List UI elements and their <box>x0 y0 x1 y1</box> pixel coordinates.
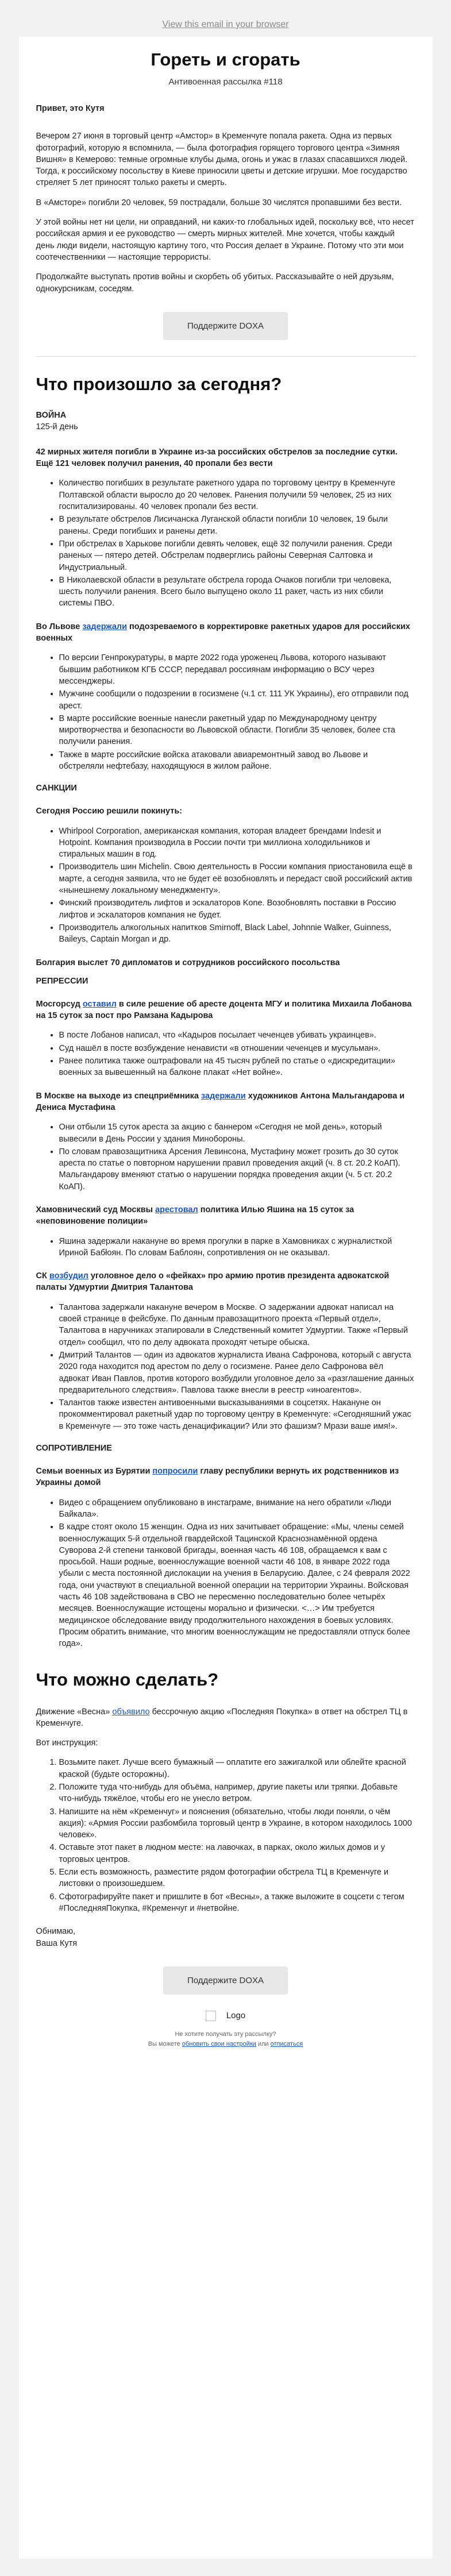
lviv-lead: Во Львове задержали подозреваемого в корректировке ракетных ударов для российских военных <box>36 622 410 643</box>
khamov-link[interactable]: арестовал <box>155 1205 198 1214</box>
list-item: • В Николаевской области в результате обстрела города Очаков погибли три человека, шесть получили ранения. Всего было выпущено около 11 ракет, часть из них сбили системы ПВО. <box>59 574 415 610</box>
steps-list <box>36 1757 415 1914</box>
list-item: • Мужчине сообщили о подозрении в госизмене (ч.1 ст. 111 УК Украины), его отправили под арест. <box>59 688 415 712</box>
footer <box>36 2011 415 2049</box>
support-button[interactable]: Поддержите DOXA <box>163 312 288 340</box>
lviv-link[interactable]: задержали <box>82 622 128 631</box>
list-item: • Производитель шин Michelin. Свою деятельность в России компания приостановила ещё в марте, а сегодня заявила, что не будет её возобновлять и передаст свой российский актив «нынешнему локальному менеджменту». <box>59 861 415 896</box>
list-item: 5. Если есть возможность, разместите рядом фотографии обстрела ТЦ в Кременчуге и листовки о произошедшем. <box>59 1867 415 1890</box>
logo-alt-text: Logo <box>226 2011 246 2021</box>
email-title: Гореть и сгорать <box>151 49 300 70</box>
manage-subscription: Вы можете обновить свои настройки или отписаться <box>148 2041 303 2048</box>
sk-link[interactable]: возбудил <box>49 1271 88 1281</box>
sanctions-list <box>36 826 415 946</box>
war-lead: 42 мирных жителя погибли в Украине из-за российских обстрелов за последние сутки. Ещё 121 человек получил ранения, 40 пропали без вести <box>36 447 398 469</box>
list-item: • Также в марте российские войска атаковали авиаремонтный завод во Львове и обстреляли нефтебазу, находящуюся в жилом районе. <box>59 749 415 773</box>
unsubscribe-link[interactable]: отписаться <box>270 2041 303 2048</box>
divider <box>36 356 415 357</box>
list-item: • По версии Генпрокуратуры, в марте 2022 года уроженец Львова, которого называют бывшим работником КГБ СССР, передавал россиянам информацию о ВСУ через мессенджеры. <box>59 652 415 687</box>
lobanov-list <box>36 1029 415 1078</box>
support-button-wrap-bottom <box>36 1966 415 1995</box>
view-in-browser-link[interactable]: View this email in your browser <box>162 20 289 29</box>
list-item: • Талантов также известен антивоенными высказываниями в соцсетях. Накануне он прокомментировал ракетный удар по торговому центру в Кременчуге: «Сегодняшний ужас в Кременчуге — это тоже часть денацификации? Или это фашизм? Мрази ваше имя!». <box>59 1397 415 1432</box>
artists-link[interactable]: задержали <box>201 1091 246 1101</box>
list-item: • Производитель алкогольных напитков Smirnoff, Black Label, Johnnie Walker, Guinness, Baileys, Captain Morgan и др. <box>59 922 415 946</box>
list-item: • Они отбыли 15 суток ареста за акцию с баннером «Сегодня не мой день», который вывесили в День России у здания Минобороны. <box>59 1121 415 1145</box>
signoff-line-1: Обнимаю, <box>36 1927 76 1937</box>
khamov-lead: Хамовнический суд Москвы арестовал политика Илью Яшина на 15 суток за «неповиновение полиции» <box>36 1205 354 1227</box>
mosgorsud-link[interactable]: оставил <box>82 999 117 1009</box>
list-item: • Видео с обращением опубликовано в инстаграме, внимание на него обратили «Люди Байкала». <box>59 1497 415 1521</box>
list-item: 6. Сфотографируйте пакет и пришлите в бот «Весны», а также выложите в соцсети с тегом #ПоследняяПокупка, #Кременчуг и #нетвойне. <box>59 1891 415 1915</box>
list-item: • Суд нашёл в посте возбуждение ненависти «в отношении чеченцев и мусульман». <box>59 1043 415 1054</box>
email-subtitle: Антивоенная рассылка #118 <box>168 77 283 87</box>
sanctions-lead: Сегодня Россию решили покинуть: <box>36 807 183 816</box>
list-item: • В марте российские военные нанесли ракетный удар по Международному центру миротворчества и безопасности во Львовской области. Погибли 35 человек, более ста получили ранения. <box>59 713 415 748</box>
war-label: ВОЙНА <box>36 410 67 420</box>
list-item: • Талантова задержали накануне вечером в Москве. О задержании адвокат написал на своей странице в фейсбуке. По данным правозащитного проекта «Первый отдел», Талантова в наручниках этапировали в Следственный комитет Удмуртии. Также «Первый отдел» сообщил, что по делу адвоката проходят четыре обыска. <box>59 1302 415 1348</box>
support-button-bottom[interactable]: Поддержите DOXA <box>163 1966 288 1995</box>
instructions-label: Вот инструкция: <box>36 1738 98 1748</box>
list-item: 2. Положите туда что-нибудь для объёма, например, другие пакеты или тряпки. Добавьте что-нибудь тяжёлое, чтобы его не унесло ветром. <box>59 1781 415 1805</box>
vesna-link[interactable]: объявило <box>112 1707 150 1717</box>
list-item: • В кадре стоят около 15 женщин. Одна из них зачитывает обращение: «Мы, члены семей военнослужащих 5-й отдельной гвардейской Тацинской Краснознамённой ордена Суворова 2-й степени танковой бригады, военная часть 46 108, обращаемся к вам с просьбой. Наши родные, военнослужащие военной части 46 108, в январе 2022 года убыли с места постоянной дислокации на учения в Беларусию. Далее, с 24 февраля 2022 года, они участвуют в специальной военной операции на территории Украины. Войсковая часть 46 108 задействована в СВО не пересменно последовательно более четырёх месяцев. Военнослужащие истощены морально и физически. <…> Им требуется медицинское обследование ввиду продолжительного нахождения в боевых условиях. Просим обратить внимание, что многим военнослужащим не предоставляли отпуск более года». <box>59 1521 415 1649</box>
today-heading: Что произошло за сегодня? <box>36 373 282 394</box>
buryat-list <box>36 1497 415 1650</box>
update-settings-link[interactable]: обновить свои настройки <box>182 2041 256 2048</box>
resistance-label: СОПРОТИВЛЕНИЕ <box>36 1444 112 1453</box>
artists-list <box>36 1121 415 1193</box>
support-button-wrap <box>36 312 415 340</box>
yashin-list <box>36 1236 415 1259</box>
list-item: 1. Возьмите пакет. Лучше всего бумажный — оплатите его зажигалкой или облейте красной краской (будьте осторожны). <box>59 1757 415 1780</box>
buryat-link[interactable]: попросили <box>152 1467 198 1476</box>
artists-lead: В Москве на выходе из спецприёмника задержали художников Антона Мальгандарова и Дениса Мустафина <box>36 1091 405 1112</box>
list-item: • Дмитрий Талантов — один из адвокатов журналиста Ивана Сафронова, который с августа 2020 года находится под арестом по делу о госизмене. Ранее дело Сафронова вёл адвокат Иван Павлов, против которого возбудили уголовное дело за «разглашение данных предварительного следствия». Павлова также внесли в реестр «иноагентов». <box>59 1349 415 1396</box>
list-item: • Финский производитель лифтов и эскалаторов Kone. Возобновлять поставки в Россию лифтов и эскалаторов компания не будет. <box>59 897 415 921</box>
intro-paragraph-4: Продолжайте выступать против войны и скорбеть об убитых. Рассказывайте о ней друзьям, однокурсникам, соседям. <box>36 272 394 294</box>
logo-image-icon <box>206 2011 216 2021</box>
sanctions-label: САНКЦИИ <box>36 784 77 793</box>
list-item: • Whirlpool Corporation, американская компания, которая владеет брендами Indesit и Hotpoint. Компания производила в России почти три миллиона холодильников и стиральных машин в год. <box>59 826 415 861</box>
list-item: • По словам правозащитника Арсения Левинсона, Мустафину может грозить до 30 суток ареста по статье о повторном нарушении правил проведения акций (ч. 8 ст. 20.2 КоАП). Мальгандарову вменяют статью о нарушении порядка проведения акции (ч. 5 ст. 20.2 КоАП). <box>59 1146 415 1193</box>
sk-lead: СК возбудил уголовное дело о «фейках» про армию против президента адвокатской палаты Удмуртии Дмитрия Талантова <box>36 1271 390 1293</box>
list-item: • Количество погибших в результате ракетного удара по торговому центру в Кременчуге Полтавской области выросло до 20 человек. Ранения получили 59 человек, 25 из них госпитализированы. 40 человек пропали без вести. <box>59 477 415 512</box>
talantov-list <box>36 1302 415 1432</box>
what-to-do-heading: Что можно сделать? <box>36 1669 219 1690</box>
mosgorsud-lead: Мосгорсуд оставил в силе решение об аресте доцента МГУ и политика Михаила Лобанова на 15 суток за пост про Рамзана Кадырова <box>36 999 412 1021</box>
logo <box>36 2011 415 2021</box>
email-body <box>19 37 433 2559</box>
intro-paragraph-2: В «Амсторе» погибли 20 человек, 59 пострадали, больше 30 числятся пропавшими без вести. <box>36 198 402 207</box>
lviv-list <box>36 652 415 772</box>
repressions-label: РЕПРЕССИИ <box>36 976 88 986</box>
unsubscribe-question: Не хотите получать эту рассылку? <box>175 2030 276 2038</box>
vesna-paragraph: Движение «Весна» объявило бессрочную акцию «Последняя Покупка» в ответ на обстрел ТЦ в Кременчуге. <box>36 1707 408 1728</box>
bulgaria-news: Болгария выслет 70 дипломатов и сотрудников российского посольства <box>36 958 340 967</box>
list-item: • В результате обстрелов Лисичанска Луганской области погибли 10 человек, 19 были ранены. Среди погибших и ранены дети. <box>59 514 415 537</box>
buryat-lead: Семьи военных из Бурятии попросили главу республики вернуть их родственников из Украины домой <box>36 1467 399 1488</box>
top-bar <box>0 0 451 37</box>
list-item: 3. Напишите на нём «Кременчуг» и пояснения (обязательно, чтобы люди поняли, о чём акция): «Армия России разбомбила торговый центр в Украине, в котором находилось 1000 человек». <box>59 1806 415 1841</box>
list-item: • Ранее политика также оштрафовали на 45 тысяч рублей по статье о «дискредитации» военных за вывешенный на балконе плакат «Нет войне». <box>59 1055 415 1079</box>
greeting: Привет, это Кутя <box>36 104 105 113</box>
list-item: • Яшина задержали накануне во время прогулки в парке в Хамовниках с журналисткой Ириной Бабłоян. По словам Баблоян, сопротивления он не оказывал. <box>59 1236 415 1259</box>
signoff-line-2: Ваша Кутя <box>36 1938 78 1948</box>
war-list <box>36 477 415 609</box>
day-count: 125-й день <box>36 422 78 431</box>
intro-paragraph-1: Вечером 27 июня в торговый центр «Амстор» в Кременчуге попала ракета. Одна из первых фотографий, которую я вспомнила, — была фотография горящего торгового центра «Зимняя Вишня» в Кемерово: темные огромные клубы дыма, огонь и ужас в глазах спасавшихся людей. Тогда, к российскому посольству в Киеве приносили цветы и детские игрушки. Мое государство стреляет 5 лет приносят только ракеты и смерть. <box>36 132 408 188</box>
list-item: • В посте Лобанов написал, что «Кадыров посылает чеченцев убивать украинцев». <box>59 1029 415 1041</box>
list-item: 4. Оставьте этот пакет в людном месте: на лавочках, в парках, около жилых домов и у торговых центров. <box>59 1842 415 1865</box>
intro-paragraph-3: У этой войны нет ни цели, ни оправданий, ни каких-то глобальных идей, поскольку всё, что несет российская армия и ее руководство — смерть мирных жителей. Мне хочется, чтобы каждый день люди видели, настоящую картину того, что Россия делает в Украине. Потому что эти мои соотечественники — настоящие террористы. <box>36 218 414 262</box>
list-item: • При обстрелах в Харькове погибли девять человек, ещё 32 получили ранения. Среди раненых — пятеро детей. Обстрелам подверглись районы Северная Салтовка и Индустриальный. <box>59 538 415 573</box>
